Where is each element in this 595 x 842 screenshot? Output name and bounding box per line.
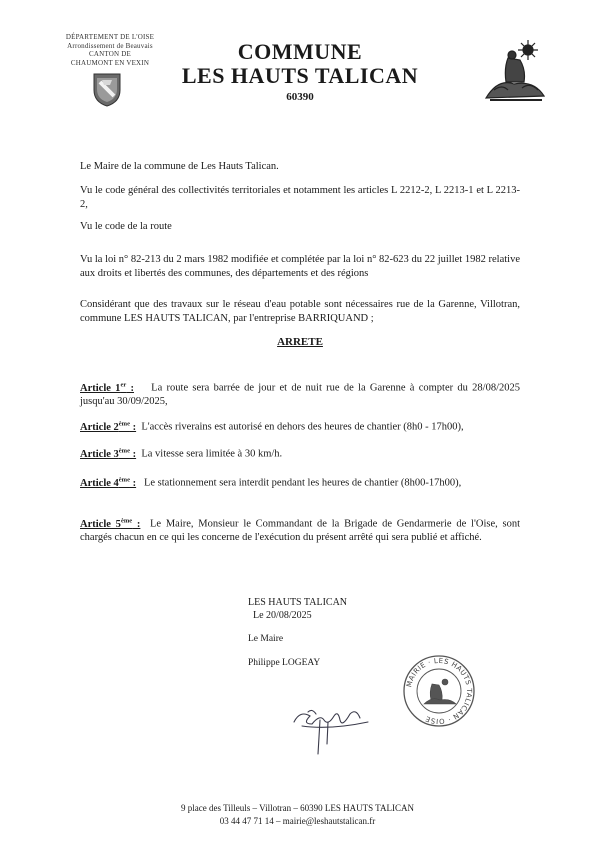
- legal-basis-paragraph: Vu le code général des collectivités territoriales et notamment les articles L 2212-2, L 2213-1 et L 2213-2,: [80, 185, 520, 210]
- article-3: [80, 444, 520, 461]
- article-4: [80, 473, 520, 490]
- arrete-heading: ARRETE: [277, 336, 323, 348]
- department-line: DÉPARTEMENT DE L'OISE: [65, 33, 155, 41]
- article-text: Le stationnement sera interdit pendant les heures de chantier (8h00-17h00),: [143, 477, 462, 489]
- intro-paragraph: Le Maire de la commune de Les Hauts Talican.: [80, 161, 279, 172]
- stamp-text: MAIRIE · LES HAUTS TALICAN · OISE: [405, 656, 474, 726]
- footer-contact: 03 44 47 71 14 – mairie@leshautstalican.fr: [219, 816, 376, 826]
- commune-title: [180, 40, 420, 103]
- article-1: [80, 378, 520, 409]
- road-code-paragraph: Vu le code de la route: [80, 221, 172, 232]
- article-5: [80, 514, 520, 545]
- canton-name-line: CHAUMONT EN VEXIN: [70, 58, 150, 67]
- article-text: L'accès riverains est autorisé en dehors des heures de chantier (8h0 - 17h00),: [141, 421, 464, 433]
- coat-of-arms-icon: [92, 72, 122, 108]
- article-text: La route sera barrée de jour et de nuit rue de la Garenne à compter du 28/08/2025 jusqu'au 30/09/2025,: [80, 382, 521, 407]
- mairie-stamp-icon: [402, 654, 476, 728]
- signature-date: Le 20/08/2025: [253, 610, 312, 621]
- arrondissement-line: Arrondissement de Beauvais: [67, 41, 153, 50]
- article-label: Article 1er :: [80, 381, 135, 394]
- title-commune: COMMUNE: [237, 39, 363, 64]
- canton-line: CANTON DE: [89, 50, 131, 58]
- handwritten-signature-icon: [290, 700, 380, 760]
- signature-role: Le Maire: [248, 634, 284, 644]
- footer-address: 9 place des Tilleuls – Villotran – 60390 LES HAUTS TALICAN: [181, 803, 414, 813]
- title-commune-name: LES HAUTS TALICAN: [181, 63, 419, 88]
- article-label: Article 4ème :: [80, 476, 137, 489]
- article-2: [80, 417, 520, 434]
- title-postcode: 60390: [286, 91, 314, 103]
- article-text: La vitesse sera limitée à 30 km/h.: [141, 448, 283, 460]
- signature-name: Philippe LOGEAY: [248, 658, 321, 668]
- article-label: Article 2ème :: [80, 420, 137, 433]
- law-reference-paragraph: Vu la loi n° 82-213 du 2 mars 1982 modifiée et complétée par la loi n° 82-623 du 22 juillet 1982 relative aux droits et libertés des communes, des départements et des régions: [80, 254, 520, 279]
- signature-place: LES HAUTS TALICAN: [248, 597, 348, 608]
- considerant-paragraph: Considérant que des travaux sur le réseau d'eau potable sont nécessaires rue de la Garenne, Villotran, commune LES HAUTS TALICAN, par l'entreprise BARRIQUAND ;: [80, 299, 520, 324]
- article-label: Article 3ème :: [80, 447, 137, 460]
- commune-emblem-icon: [478, 38, 550, 106]
- article-text: Le Maire, Monsieur le Commandant de la Brigade de Gendarmerie de l'Oise, sont chargés chacun en ce qui les concerne de l'exécution du présent arrêté qui sera publié et affiché.: [80, 518, 521, 543]
- department-header: [40, 33, 180, 67]
- article-label: Article 5ème :: [80, 517, 141, 530]
